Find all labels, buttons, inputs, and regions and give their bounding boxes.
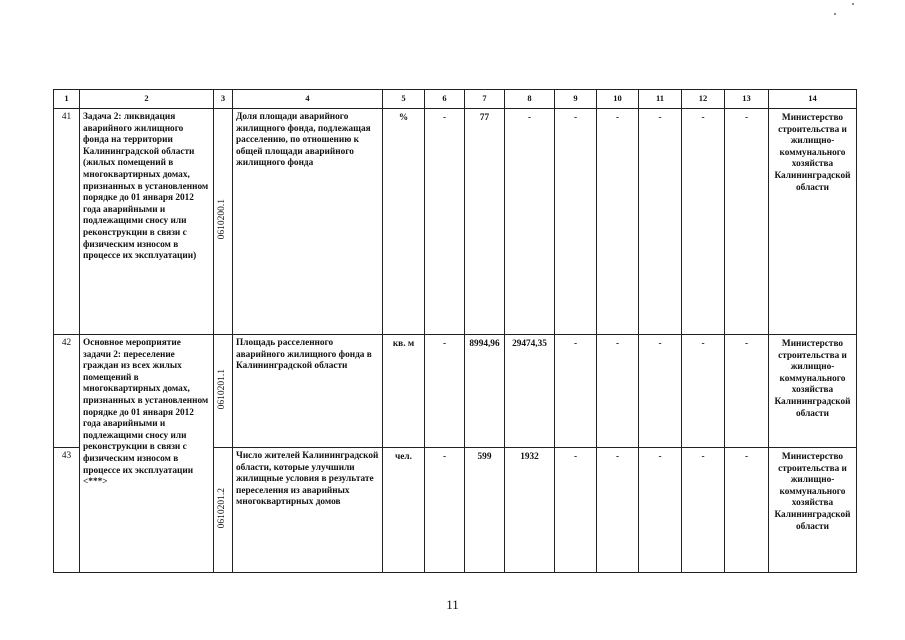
value-cell: - — [639, 335, 682, 448]
indicator-code-cell — [214, 335, 233, 448]
header-cell: 2 — [80, 90, 214, 109]
value-cell: - — [682, 109, 725, 335]
value-cell: - — [505, 109, 555, 335]
indicator-code: 0610200.1 — [217, 199, 228, 240]
value-cell: - — [725, 448, 769, 573]
header-cell: 4 — [233, 90, 383, 109]
header-cell: 11 — [639, 90, 682, 109]
unit: кв. м — [383, 335, 425, 448]
header-cell: 1 — [54, 90, 80, 109]
responsible-body: Министерство строительства и жилищно-коммунального хозяйства Калининградской области — [769, 109, 857, 335]
header-cell: 6 — [425, 90, 465, 109]
value-cell: 29474,35 — [505, 335, 555, 448]
value-cell: - — [682, 335, 725, 448]
indicator-code-cell — [214, 109, 233, 335]
header-cell: 8 — [505, 90, 555, 109]
value-cell: - — [425, 109, 465, 335]
indicator-name: Площадь расселенного аварийного жилищного фонда в Калининградской области — [233, 335, 383, 448]
header-cell: 9 — [555, 90, 597, 109]
value-cell: - — [597, 335, 639, 448]
table-row — [54, 109, 857, 335]
value-cell: - — [597, 448, 639, 573]
value-cell: - — [555, 335, 597, 448]
indicator-name: Доля площади аварийного жилищного фонда, подлежащая расселению, по отношению к общей площади аварийного жилищного фонда — [233, 109, 383, 335]
value-cell: - — [725, 109, 769, 335]
value-cell: 8994,96 — [465, 335, 505, 448]
indicator-name: Число жителей Калининградской области, которые улучшили жилищные условия в результате переселения из аварийных многоквартирных домов — [233, 448, 383, 573]
row-number: 43 — [54, 448, 80, 573]
header-cell: 7 — [465, 90, 505, 109]
header-cell: 12 — [682, 90, 725, 109]
header-cell: 3 — [214, 90, 233, 109]
value-cell: - — [639, 448, 682, 573]
unit: чел. — [383, 448, 425, 573]
value-cell: 1932 — [505, 448, 555, 573]
header-cell: 5 — [383, 90, 425, 109]
header-row — [54, 90, 857, 109]
indicator-code: 0610201.1 — [217, 368, 228, 409]
value-cell: - — [639, 109, 682, 335]
responsible-body: Министерство строительства и жилищно-коммунального хозяйства Калининградской области — [769, 335, 857, 448]
value-cell: - — [682, 448, 725, 573]
unit: % — [383, 109, 425, 335]
header-cell: 14 — [769, 90, 857, 109]
value-cell: 599 — [465, 448, 505, 573]
responsible-body: Министерство строительства и жилищно-коммунального хозяйства Калининградской области — [769, 448, 857, 573]
scan-speck — [834, 13, 836, 15]
task-description: Задача 2: ликвидация аварийного жилищного фонда на территории Калининградской области (жилых помещений в многоквартирных домах, признанных в установленном порядке до 01 января 2012 года аварийными и подлежащими сносу или реконструкции в связи с физическим износом в процессе их эксплуатации) — [80, 109, 214, 335]
value-cell: - — [425, 448, 465, 573]
indicator-code: 0610201.2 — [217, 487, 228, 528]
value-cell: - — [597, 109, 639, 335]
indicator-code-cell — [214, 448, 233, 573]
header-cell: 10 — [597, 90, 639, 109]
page-number: 11 — [446, 597, 459, 612]
value-cell: - — [725, 335, 769, 448]
indicators-table — [53, 89, 857, 573]
value-cell: - — [425, 335, 465, 448]
row-number: 42 — [54, 335, 80, 448]
row-number: 41 — [54, 109, 80, 335]
table-row — [54, 335, 857, 448]
value-cell: 77 — [465, 109, 505, 335]
value-cell: - — [555, 448, 597, 573]
task-description: Основное мероприятие задачи 2: переселение граждан из всех жилых помещений в многоквартирных домах, признанных в установленном порядке до 01 января 2012 года аварийными и подлежащими сносу или реконструкции в связи с физическим износом в процессе их эксплуатации <***> — [80, 335, 214, 573]
scan-speck — [852, 3, 854, 5]
value-cell: - — [555, 109, 597, 335]
header-cell: 13 — [725, 90, 769, 109]
